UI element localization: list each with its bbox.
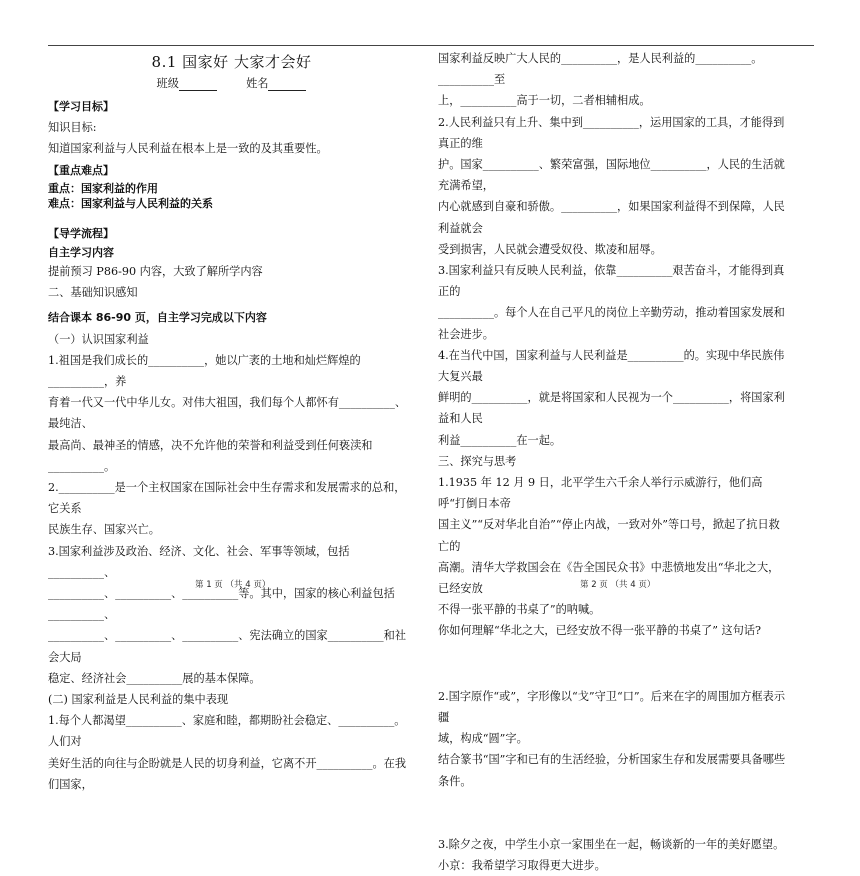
answer-space-2[interactable]: [438, 792, 790, 834]
line2-1: 美好生活的向往与企盼就是人民的切身利益，它离不开__________。在我们国家，: [48, 756, 407, 791]
line-7: __________、__________、__________、宪法确立的国家__________和社会大局: [48, 629, 407, 664]
right-line-a8: 4.在当代中国，国家利益与人民利益是__________的。实现中华民族伟大复兴最: [438, 348, 785, 384]
name-label: 姓名: [246, 77, 269, 90]
line-0: 1.祖国是我们成长的__________，她以广袤的土地和灿烂辉煌的__________，养: [48, 353, 361, 389]
right-line-b1: 国主义”“反对华北自治”“停止内战，一致对外”等口号，掀起了抗日救亡的: [438, 518, 780, 553]
line-5: 3.国家利益涉及政治、经济、文化、社会、军事等领域，包括__________、: [48, 544, 350, 579]
class-name-line: [48, 74, 415, 94]
page-title: 8.1 国家好 大家才会好: [151, 53, 312, 71]
line-1: 育着一代又一代中华儿女。对伟大祖国，我们每个人都怀有__________、最纯洁、: [48, 396, 407, 431]
goal-sub: 知识目标:: [48, 121, 97, 135]
right-line-a4: 内心就感到自豪和骄傲。__________，如果国家利益得不到保障，人民利益就会: [438, 200, 785, 235]
self-study: 自主学习内容: [48, 246, 114, 260]
right-line-b3: 不得一张平静的书桌了”的呐喊。: [438, 603, 601, 617]
right-line-c2: 结合篆书“国”字和已有的生活经验，分析国家生存和发展需要具备哪些条件。: [438, 753, 786, 788]
part3-heading: 三、探究与思考: [438, 454, 517, 468]
difficult-point: 难点：国家利益与人民利益的关系: [48, 196, 213, 210]
class-label: 班级: [156, 77, 179, 90]
preview-text: 提前预习 P86-90 内容，大致了解所学内容: [48, 265, 263, 279]
right-line-c1: 域，构成“圆”字。: [438, 732, 528, 746]
right-line-a5: 受到损害，人民就会遭受奴役、欺凌和屈辱。: [438, 242, 662, 256]
right-line-a6: 3.国家利益只有反映人民利益，依靠__________艰苦奋斗，才能得到真正的: [438, 264, 785, 299]
part2-heading: (二) 国家利益是人民利益的集中表现: [48, 693, 229, 707]
right-line-b0: 1.1935 年 12 月 9 日，北平学生六千余人举行示威游行，他们高呼“打倒日本帝: [438, 476, 763, 511]
right-line-a7: __________。每个人在自己平凡的岗位上辛勤劳动，推动着国家发展和社会进步。: [438, 306, 785, 341]
page-footer-2: 第 2 页 （共 4 页）: [580, 580, 656, 590]
key-header: 【重点难点】: [48, 163, 114, 177]
answer-space-1[interactable]: [438, 642, 790, 686]
right-line-d1: 小京：我希望学习取得更大进步。: [438, 858, 606, 872]
line2-0: 1.每个人都渴望__________、家庭和睦，都期盼社会稳定、__________。人们对: [48, 714, 406, 749]
line-8: 稳定、经济社会__________展的基本保障。: [48, 671, 261, 685]
part1-heading: （一）认识国家利益: [48, 332, 149, 346]
name-blank[interactable]: [268, 78, 306, 91]
page-footer-1: 第 1 页 （共 4 页）: [195, 580, 271, 590]
right-line-b2: 高潮。清华大学救国会在《告全国民众书》中悲愤地发出“华北之大，已经安放: [438, 560, 780, 596]
left-page: [48, 48, 415, 795]
right-page: [438, 48, 790, 876]
right-line-a1: 上，__________高于一切，二者相辅相成。: [438, 94, 651, 108]
class-blank[interactable]: [179, 78, 217, 91]
right-line-a9: 鲜明的__________，就是将国家和人民视为一个__________，将国家利益和人民: [438, 391, 785, 426]
right-line-b4: 你如何理解“华北之大，已经安放不得一张平静的书桌了” 这句话?: [438, 624, 762, 638]
line-2: 最高尚、最神圣的情感，决不允许他的荣誉和利益受到任何亵渎和__________。: [48, 438, 373, 473]
right-line-d0: 3.除夕之夜，中学生小京一家围坐在一起，畅谈新的一年的美好愿望。: [438, 837, 785, 851]
right-line-a10: 利益__________在一起。: [438, 433, 562, 447]
line-6: __________、__________、__________等。其中，国家的核心利益包括__________、: [48, 587, 395, 622]
right-line-c0: 2.国字原作“或”，字形像以“戈”守卫“口”。后来在字的周围加方框表示疆: [438, 689, 786, 724]
right-line-a2: 2.人民利益只有上升、集中到__________，运用国家的工具，才能得到真正的维: [438, 115, 785, 150]
top-rule: [48, 45, 814, 46]
combine-text: 结合课本 86-90 页，自主学习完成以下内容: [48, 311, 267, 325]
line-4: 民族生存、国家兴亡。: [48, 523, 160, 537]
goal-header: 【学习目标】: [48, 100, 114, 113]
line-3: 2.__________是一个主权国家在国际社会中生存需求和发展需求的总和，它关系: [48, 481, 406, 516]
right-line-a3: 护。国家__________、繁荣富强，国际地位__________，人民的生活就充满希望，: [438, 158, 785, 193]
goal-text: 知道国家利益与人民利益在根本上是一致的及其重要性。: [48, 142, 328, 156]
guide-header: 【导学流程】: [48, 226, 114, 240]
key-point: 重点：国家利益的作用: [48, 181, 158, 195]
basic-section: 二、基础知识感知: [48, 286, 138, 300]
right-line-a0: 国家利益反映广大人民的__________，是人民利益的__________。__________至: [438, 52, 763, 87]
